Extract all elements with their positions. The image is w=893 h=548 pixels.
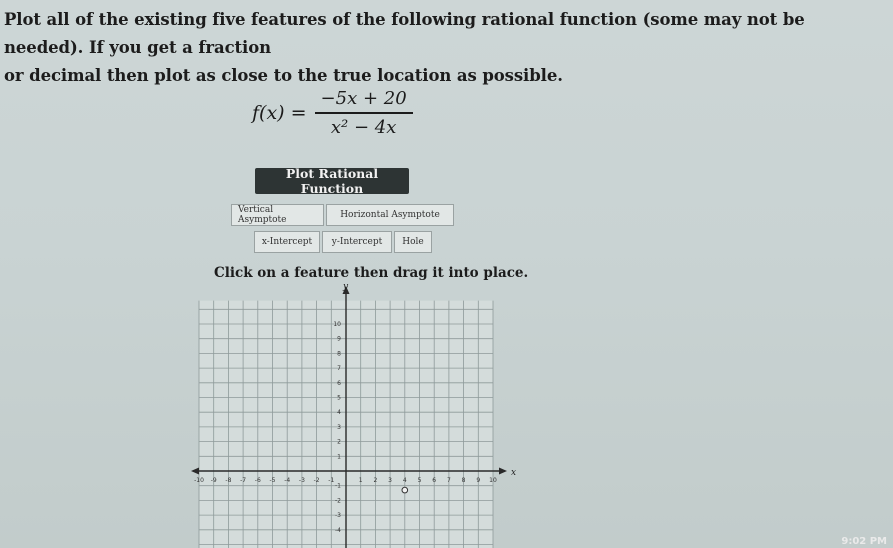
x-tick-label: -7	[240, 477, 247, 484]
x-tick-label: 2	[373, 477, 378, 484]
y-tick-label: -1	[335, 482, 341, 490]
instructions-line-1: Plot all of the existing five features of the following rational function (some may not be needed). If you get a fraction	[4, 10, 805, 57]
x-tick-label: -5	[269, 477, 276, 484]
x-tick-label: -3	[298, 477, 305, 484]
y-tick-label: 4	[337, 409, 341, 417]
instructions-line-2: or decimal then plot as close to the true location as possible.	[4, 66, 563, 85]
fraction-bar	[315, 112, 413, 114]
y-tick-label: -2	[335, 497, 341, 505]
x-tick-label: 3	[388, 477, 393, 484]
numerator: −5x + 20	[320, 88, 407, 109]
vertical-asymptote-button[interactable]: Vertical Asymptote	[231, 204, 324, 226]
x-axis-arrow	[499, 468, 507, 475]
x-tick-label: 1	[358, 477, 363, 484]
y-tick-label: 6	[337, 379, 341, 387]
x-tick-label: -4	[284, 477, 291, 484]
y-tick-label: 10	[333, 321, 341, 328]
denominator: x² − 4x	[330, 117, 397, 138]
x-tick-label: -1	[328, 477, 335, 484]
function-formula	[252, 86, 413, 140]
x-tick-label: 9	[476, 477, 481, 484]
hole-marker[interactable]	[402, 487, 408, 493]
x-tick-label: -8	[225, 477, 232, 484]
y-tick-label: 1	[337, 453, 341, 461]
x-tick-label: -6	[254, 477, 261, 484]
hole-button[interactable]: Hole	[394, 231, 432, 253]
x-tick-label: 5	[417, 477, 422, 484]
plot-rational-function-button[interactable]: Plot Rational Function	[255, 168, 409, 194]
x-axis-label: x	[511, 468, 517, 478]
x-tick-label: 4	[402, 477, 407, 484]
feature-row-asymptotes	[231, 204, 456, 226]
x-axis-arrow-left	[191, 468, 199, 475]
x-tick-label: 8	[461, 477, 466, 484]
coordinate-graph[interactable]	[160, 280, 532, 548]
x-intercept-button[interactable]: x-Intercept	[254, 231, 320, 253]
function-lhs: f(x) =	[252, 102, 307, 124]
x-tick-label: 6	[432, 477, 437, 484]
y-axis-label: y	[343, 282, 349, 292]
fraction	[315, 88, 413, 138]
y-tick-label: -4	[335, 526, 341, 534]
instructions	[4, 6, 889, 90]
x-tick-label: -9	[210, 477, 217, 484]
y-intercept-button[interactable]: y-Intercept	[322, 231, 392, 253]
x-tick-label: 10	[489, 477, 497, 484]
clock: 9:02 PM	[841, 536, 887, 547]
x-tick-label: -10	[194, 477, 204, 484]
y-tick-label: 8	[337, 350, 341, 358]
drag-hint: Click on a feature then drag it into place.	[214, 265, 529, 281]
y-tick-label: 5	[337, 394, 341, 402]
y-tick-label: 7	[337, 365, 341, 373]
x-tick-label: 7	[446, 477, 451, 484]
feature-row-points	[254, 231, 434, 253]
y-tick-label: 3	[337, 423, 341, 431]
x-tick-label: -2	[313, 477, 320, 484]
horizontal-asymptote-button[interactable]: Horizontal Asymptote	[326, 204, 454, 226]
y-tick-label: 9	[337, 335, 341, 343]
y-tick-label: 2	[337, 438, 341, 446]
y-tick-label: -3	[335, 512, 341, 520]
